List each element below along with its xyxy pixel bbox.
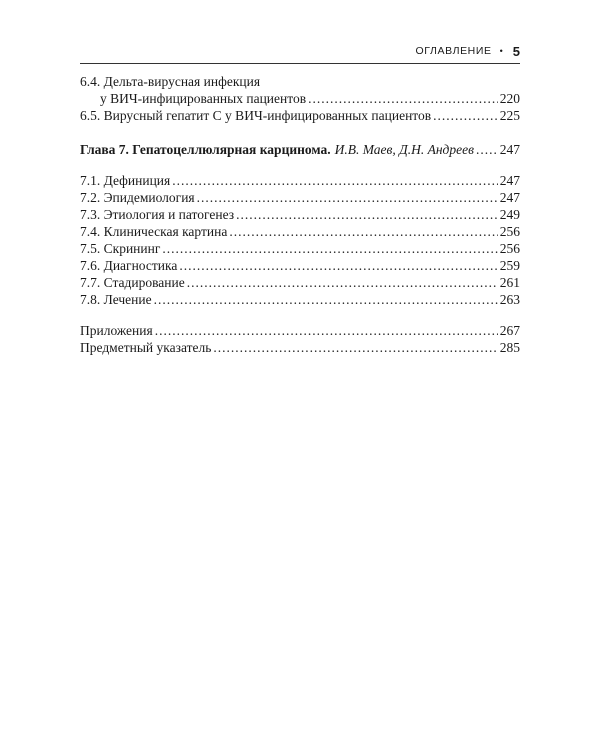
- toc-entry-title: 7.2. Эпидемиология: [80, 190, 195, 205]
- toc-entry-subject-index[interactable]: [80, 339, 520, 356]
- running-head: [80, 42, 520, 60]
- running-head-title: ОГЛАВЛЕНИЕ: [415, 45, 492, 57]
- header-rule: [80, 63, 520, 64]
- chapter-heading: [80, 141, 474, 158]
- toc-entry-page: 249: [499, 207, 520, 222]
- chapter-title: Глава 7. Гепатоцеллюлярная карцинома.: [80, 142, 331, 157]
- toc-entry-title: 7.5. Скрининг: [80, 241, 161, 256]
- toc-entry-page: 285: [499, 340, 520, 355]
- dot-leader: [187, 274, 498, 291]
- dot-leader: [236, 206, 498, 223]
- toc-entry-7-4[interactable]: [80, 223, 520, 240]
- toc-entry-title: Приложения: [80, 323, 153, 338]
- toc-entry-6-5[interactable]: [80, 107, 520, 124]
- dot-leader: [197, 189, 498, 206]
- toc-entry-appendix[interactable]: [80, 322, 520, 339]
- toc-entry-page: 256: [499, 241, 520, 256]
- toc-entry-6-4[interactable]: [80, 90, 520, 107]
- dot-leader: [162, 240, 497, 257]
- toc-entry-page: 259: [499, 258, 520, 273]
- dot-leader: [476, 141, 498, 158]
- toc-entry-6-4-heading: [80, 73, 520, 90]
- dot-leader: [308, 90, 498, 107]
- toc-entry-title: 7.3. Этиология и патогенез: [80, 207, 235, 222]
- toc-entry-page: 247: [499, 142, 520, 157]
- chapter-authors: И.В. Маев, Д.Н. Андреев: [334, 142, 474, 157]
- toc-entry-title: Предметный указатель: [80, 340, 212, 355]
- toc-entry-title: 7.7. Стадирование: [80, 275, 185, 290]
- toc-entry-7-1[interactable]: [80, 172, 520, 189]
- toc-entry-page: 247: [499, 173, 520, 188]
- toc-entry-page: 225: [499, 108, 520, 123]
- toc-entry-page: 261: [499, 275, 520, 290]
- bullet-icon: •: [499, 46, 503, 56]
- dot-leader: [179, 257, 497, 274]
- toc-entry-title: 6.5. Вирусный гепатит С у ВИЧ-инфицированных пациентов: [80, 108, 432, 123]
- toc-entry-title: 7.1. Дефиниция: [80, 173, 171, 188]
- toc-entry-page: 263: [499, 292, 520, 307]
- toc-entry-page: 256: [499, 224, 520, 239]
- dot-leader: [155, 322, 498, 339]
- toc-entry-7-6[interactable]: [80, 257, 520, 274]
- toc-chapter-7[interactable]: [80, 141, 520, 158]
- toc-entry-title: 6.4. Дельта-вирусная инфекция: [80, 74, 261, 89]
- dot-leader: [154, 291, 498, 308]
- toc-entry-title: 7.8. Лечение: [80, 292, 152, 307]
- dot-leader: [433, 107, 498, 124]
- toc-entry-page: 247: [499, 190, 520, 205]
- toc-entry-title: 7.4. Клиническая картина: [80, 224, 228, 239]
- toc-entry-7-8[interactable]: [80, 291, 520, 308]
- toc-entry-7-7[interactable]: [80, 274, 520, 291]
- dot-leader: [213, 339, 497, 356]
- page-number: 5: [512, 43, 520, 59]
- toc-entry-7-3[interactable]: [80, 206, 520, 223]
- toc-entry-page: 220: [499, 91, 520, 106]
- toc-entry-7-2[interactable]: [80, 189, 520, 206]
- toc-entry-page: 267: [499, 323, 520, 338]
- dot-leader: [229, 223, 497, 240]
- dot-leader: [172, 172, 498, 189]
- toc-entry-7-5[interactable]: [80, 240, 520, 257]
- toc-entry-title: у ВИЧ-инфицированных пациентов: [100, 91, 307, 106]
- table-of-contents: [80, 73, 520, 356]
- toc-entry-title: 7.6. Диагностика: [80, 258, 178, 273]
